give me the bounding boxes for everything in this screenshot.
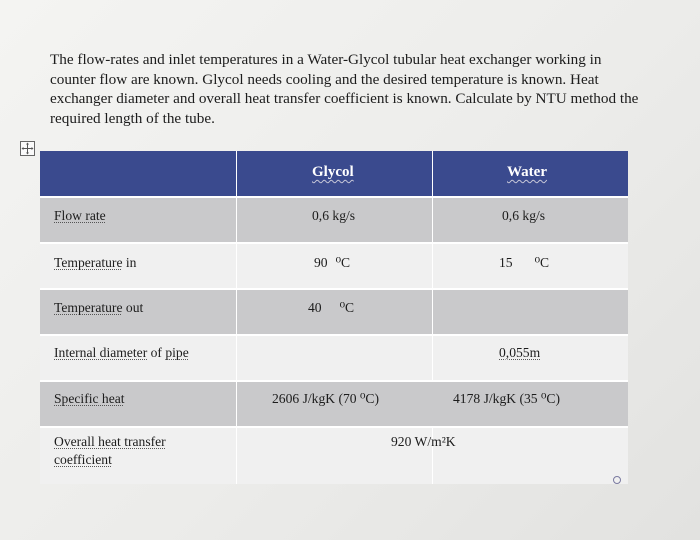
overall-heat-transfer-label: Overall heat transfer coefficient (54, 434, 166, 467)
properties-table (40, 151, 628, 484)
column-divider (432, 151, 433, 381)
overall-heat-transfer-value: 920 W/m²K (391, 434, 456, 449)
water-temperature-in: 15 ⁰C (499, 255, 550, 270)
glycol-temperature-out: 40 ⁰C (308, 300, 355, 315)
internal-diameter-label: Internal diameter of pipe (54, 345, 189, 360)
glycol-specific-heat: 2606 J/kgK (70 ⁰C) (272, 391, 380, 406)
temperature-in-label: Temperature in (54, 255, 137, 270)
water-flow-rate: 0,6 kg/s (502, 208, 546, 223)
row-divider (40, 242, 628, 244)
glycol-temperature-in: 90 ⁰C (314, 255, 351, 270)
header-empty-cell (40, 151, 236, 197)
flow-rate-label: Flow rate (54, 208, 106, 223)
temperature-out-label: Temperature out (54, 300, 144, 315)
glycol-flow-rate: 0,6 kg/s (312, 208, 356, 223)
row-divider (40, 288, 628, 290)
problem-line: counter flow are known. Glycol needs cooling and the desired temperature is known. Heat (50, 70, 599, 88)
header-glycol-cell (237, 151, 432, 197)
expand-table-icon[interactable] (20, 141, 35, 156)
specific-heat-label: Specific heat (54, 391, 125, 406)
problem-line: exchanger diameter and overall heat transfer coefficient is known. Calculate by NTU method the (50, 90, 639, 107)
header-water-cell (433, 151, 628, 197)
water-pipe-diameter: 0,055m (499, 345, 541, 360)
header-water: Water (507, 164, 547, 180)
problem-line: The flow-rates and inlet temperatures in a Water-Glycol tubular heat exchanger working in (50, 51, 602, 68)
row-divider (40, 334, 628, 336)
water-specific-heat: 4178 J/kgK (35 ⁰C) (453, 391, 561, 406)
row-divider (40, 196, 628, 198)
column-divider (236, 151, 237, 484)
row-divider (40, 380, 628, 382)
cursor-icon (613, 476, 621, 484)
problem-statement (50, 50, 670, 128)
row-divider (40, 426, 628, 428)
header-glycol: Glycol (312, 164, 354, 180)
problem-line: required length of the tube. (50, 109, 215, 127)
